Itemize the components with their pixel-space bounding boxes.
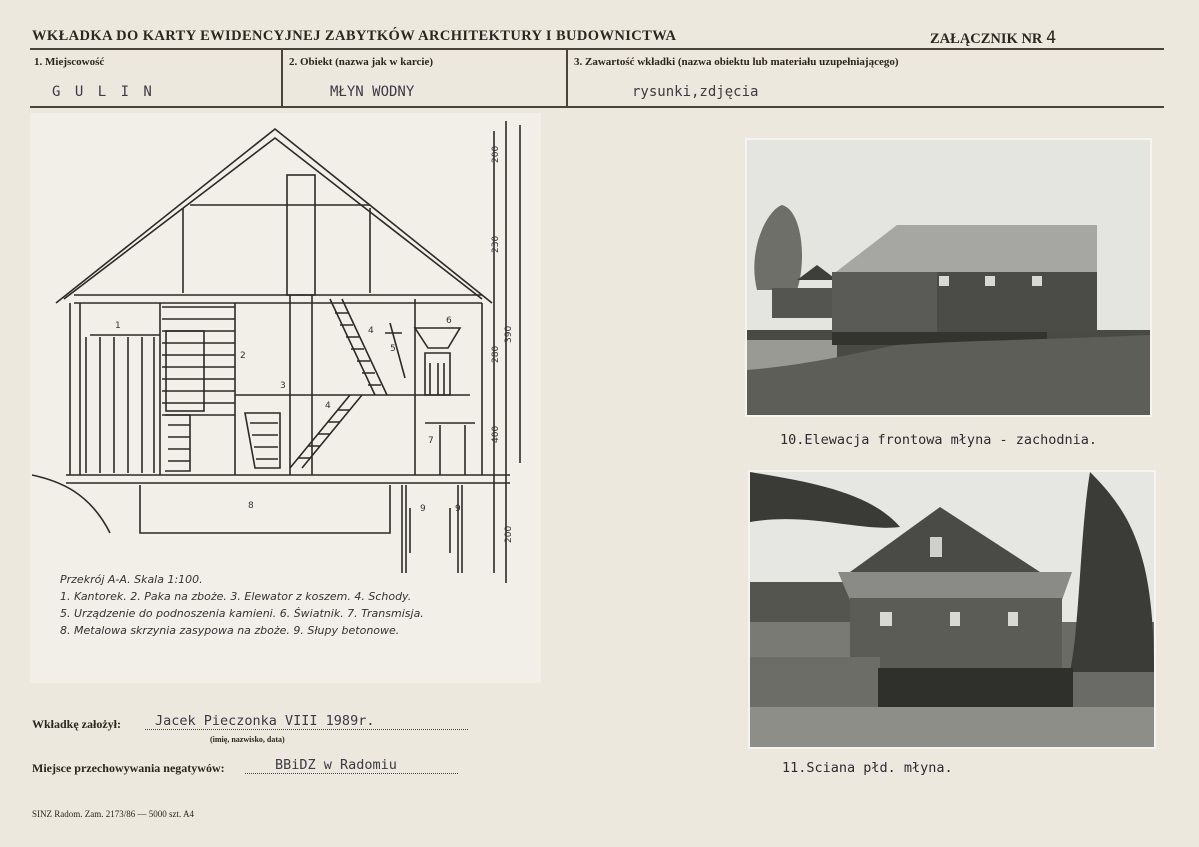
dim-label: 280 bbox=[491, 345, 501, 363]
photo-south-wall bbox=[748, 470, 1156, 749]
photo-1-caption: 10.Elewacja frontowa młyna - zachodnia. bbox=[780, 432, 1097, 448]
object-label: 2. Obiekt (nazwa jak w karcie) bbox=[289, 56, 434, 68]
founder-label: Wkładkę założył: bbox=[32, 717, 121, 731]
dim-label: 390 bbox=[504, 325, 514, 343]
room-number: 7 bbox=[428, 436, 434, 446]
mill-photo-1 bbox=[747, 140, 1150, 415]
room-number: 5 bbox=[390, 344, 396, 354]
divider-field-1 bbox=[281, 49, 283, 107]
storage-label: Miejsce przechowywania negatywów: bbox=[32, 761, 225, 775]
drawing-legend bbox=[60, 573, 500, 641]
attachment-label: ZAŁĄCZNIK NR bbox=[930, 31, 1043, 47]
cross-section-drawing bbox=[30, 113, 541, 683]
photo-2-caption: 11.Sciana płd. młyna. bbox=[782, 760, 953, 776]
content-label: 3. Zawartość wkładki (nazwa obiektu lub materiału uzupełniającego) bbox=[574, 56, 899, 68]
room-number: 9 bbox=[420, 504, 426, 514]
legend-line: 5. Urządzenie do podnoszenia kamieni. 6. Światnik. 7. Transmisja. bbox=[60, 607, 424, 620]
card-title: WKŁADKA DO KARTY EWIDENCYJNEJ ZABYTKÓW ARCHITEKTURY I BUDOWNICTWA bbox=[32, 28, 677, 44]
legend-line: 8. Metalowa skrzynia zasypowa na zboże. 9. Słupy betonowe. bbox=[60, 624, 400, 637]
divider-field-2 bbox=[566, 49, 568, 107]
content-value: rysunki,zdjęcia bbox=[632, 84, 759, 100]
photo-west-elevation bbox=[745, 138, 1152, 417]
print-info: SINZ Radom. Zam. 2173/86 — 5000 szt. A4 bbox=[32, 809, 194, 819]
object-value: MŁYN WODNY bbox=[330, 84, 415, 100]
room-number: 3 bbox=[280, 381, 286, 391]
mill-photo-2 bbox=[750, 472, 1154, 747]
divider-fields bbox=[30, 106, 1164, 108]
divider-top bbox=[30, 48, 1164, 50]
locality-value: G U L I N bbox=[52, 84, 155, 100]
storage-value: BBiDZ w Radomiu bbox=[245, 757, 458, 774]
attachment-number bbox=[930, 28, 1056, 48]
room-number: 4 bbox=[368, 326, 374, 336]
room-number: 1 bbox=[115, 321, 121, 331]
founder-value: Jacek Pieczonka VIII 1989r. bbox=[145, 713, 468, 730]
dim-label: 200 bbox=[491, 145, 501, 163]
room-number: 9 bbox=[455, 504, 461, 514]
room-number: 6 bbox=[446, 316, 452, 326]
room-number: 2 bbox=[240, 351, 246, 361]
room-number: 4 bbox=[325, 401, 331, 411]
attachment-number-value: 4 bbox=[1046, 28, 1057, 48]
dim-label: 200 bbox=[504, 525, 514, 543]
founder-sub: (imię, nazwisko, data) bbox=[210, 735, 285, 744]
locality-label: 1. Miejscowość bbox=[34, 56, 105, 68]
legend-line: Przekrój A-A. Skala 1:100. bbox=[60, 573, 203, 586]
room-number: 8 bbox=[248, 501, 254, 511]
legend-line: 1. Kantorek. 2. Paka na zboże. 3. Elewator z koszem. 4. Schody. bbox=[60, 590, 412, 603]
dim-label: 230 bbox=[491, 235, 501, 253]
dim-label: 400 bbox=[491, 425, 501, 443]
